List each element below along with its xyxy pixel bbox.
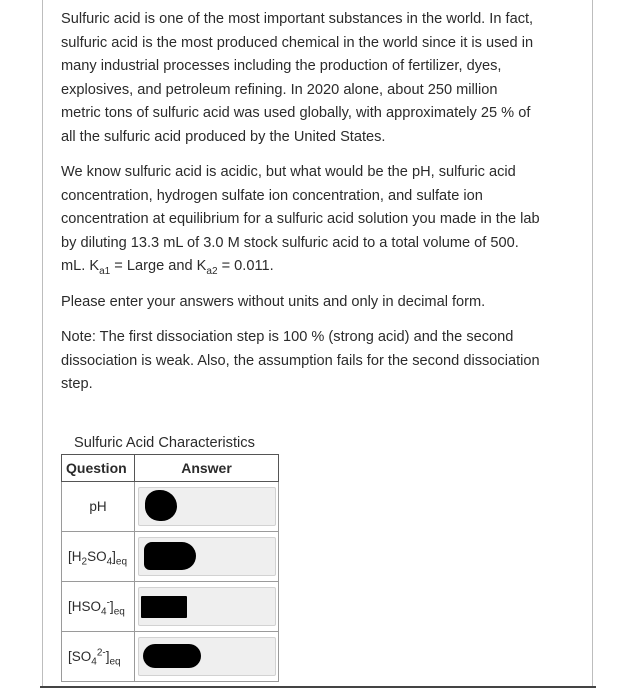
answer-table-section: [61, 432, 281, 682]
question-label-ph: pH: [62, 482, 135, 532]
ka2-symbol: $K_{a2}$: [196, 258, 218, 277]
redaction-mark: [144, 542, 196, 570]
frame-bottom-border: [40, 686, 596, 688]
answer-input-hso4[interactable]: [138, 587, 276, 626]
answer-cell-ph: [135, 482, 279, 532]
table-row-hso4: [62, 582, 279, 632]
answer-cell-so4: [135, 632, 279, 682]
paragraph-problem: [61, 161, 541, 279]
ka1-symbol: $K_{a1}$: [89, 258, 111, 277]
table-header-row: [62, 455, 279, 482]
problem-statement: We know sulfuric acid is acidic, but what would be the pH, sulfuric acid concentration, hydrogen sulfate ion concentration, and sulfate ion concentration at equilibrium for a sulfuric acid solution you made in the lab by diluting 13.3 mL of 3.0 M stock sulfuric acid to a total volume of 500. mL.: [61, 164, 540, 274]
question-label-so4: $[SO_4^{2-}]_{eq}$: [62, 632, 135, 682]
question-label-h2so4: $[H_2SO_4]_{eq}$: [62, 532, 135, 582]
answer-input-so4[interactable]: [138, 637, 276, 676]
answer-input-ph[interactable]: [138, 487, 276, 526]
paragraph-intro: Sulfuric acid is one of the most important substances in the world. In fact, sulfuric acid is the most produced chemical in the world since it is used in many industrial processes including the production of fertilizer, dyes, explosives, and petroleum refining. In 2020 alone, about 250 million metric tons of sulfuric acid was used globally, with approximately 25 % of all the sulfuric acid produced by the United States.: [61, 11, 534, 145]
ka1-value: = Large and: [110, 258, 197, 274]
ka2-value: = 0.011.: [217, 258, 274, 274]
table-caption: Sulfuric Acid Characteristics: [74, 435, 255, 451]
frame-left-border: [42, 0, 43, 687]
answer-cell-hso4: [135, 582, 279, 632]
header-answer: Answer: [135, 455, 279, 482]
frame-right-border: [592, 0, 593, 687]
redaction-mark: [141, 596, 187, 618]
table-row-ph: [62, 482, 279, 532]
answer-input-h2so4[interactable]: [138, 537, 276, 576]
header-question: Question: [62, 455, 135, 482]
question-text: [61, 8, 541, 409]
question-label-hso4: $[HSO_4^-]_{eq}$: [62, 582, 135, 632]
table-row-so4: [62, 632, 279, 682]
answer-table: [61, 454, 279, 682]
paragraph-note: Note: The first dissociation step is 100 % (strong acid) and the second dissociation is weak. Also, the assumption fails for the second dissociation step.: [61, 329, 540, 392]
paragraph-instructions: Please enter your answers without units and only in decimal form.: [61, 293, 486, 310]
redaction-mark: [145, 490, 177, 521]
answer-cell-h2so4: [135, 532, 279, 582]
table-row-h2so4: [62, 532, 279, 582]
redaction-mark: [143, 644, 201, 668]
